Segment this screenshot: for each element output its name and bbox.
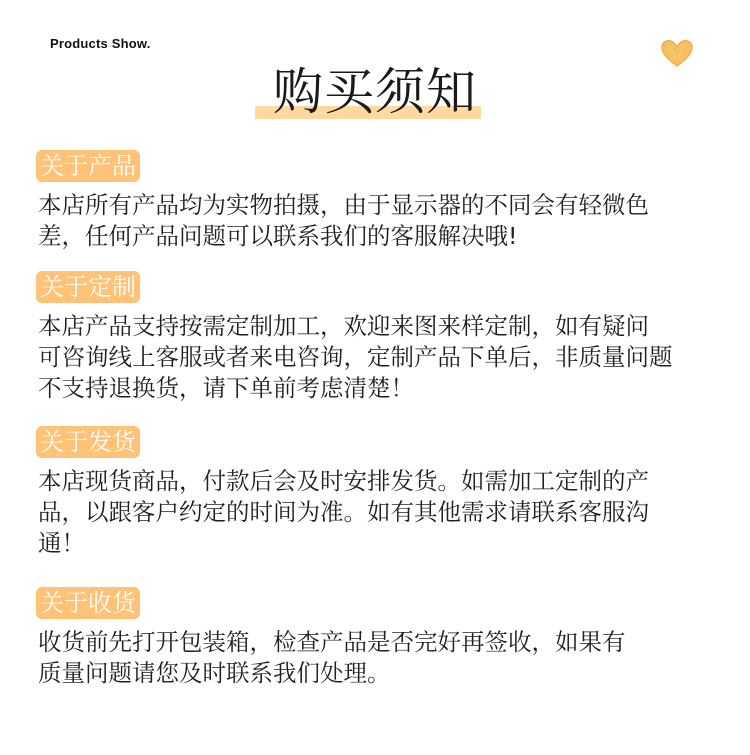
brand-label: Products Show. bbox=[50, 36, 151, 51]
section-tag: 关于收货 bbox=[36, 587, 140, 619]
title-area bbox=[0, 60, 750, 130]
section-tag: 关于产品 bbox=[36, 150, 140, 182]
section-tag: 关于定制 bbox=[36, 271, 140, 303]
section-text: 本店所有产品均为实物拍摄，由于显示器的不同会有轻微色 差，任何产品问题可以联系我们的客服解决哦! bbox=[38, 191, 649, 250]
section-text: 本店产品支持按需定制加工，欢迎来图来样定制，如有疑问 可咨询线上客服或者来电咨询，定制产品下单后，非质量问题 不支持退换货，请下单前考虑清楚！ bbox=[38, 312, 673, 402]
section-tag: 关于发货 bbox=[36, 426, 140, 458]
section-product bbox=[36, 150, 746, 252]
section-text: 收货前先打开包装箱，检查产品是否完好再签收，如果有 质量问题请您及时联系我们处理。 bbox=[38, 628, 626, 687]
section-shipping bbox=[36, 426, 746, 559]
section-text: 本店现货商品，付款后会及时安排发货。如需加工定制的产 品，以跟客户约定的时间为准。如有其他需求请联系客服沟 通！ bbox=[38, 467, 649, 557]
section-custom bbox=[36, 271, 746, 404]
page-title: 购买须知 bbox=[273, 63, 477, 121]
section-receiving bbox=[36, 587, 746, 689]
